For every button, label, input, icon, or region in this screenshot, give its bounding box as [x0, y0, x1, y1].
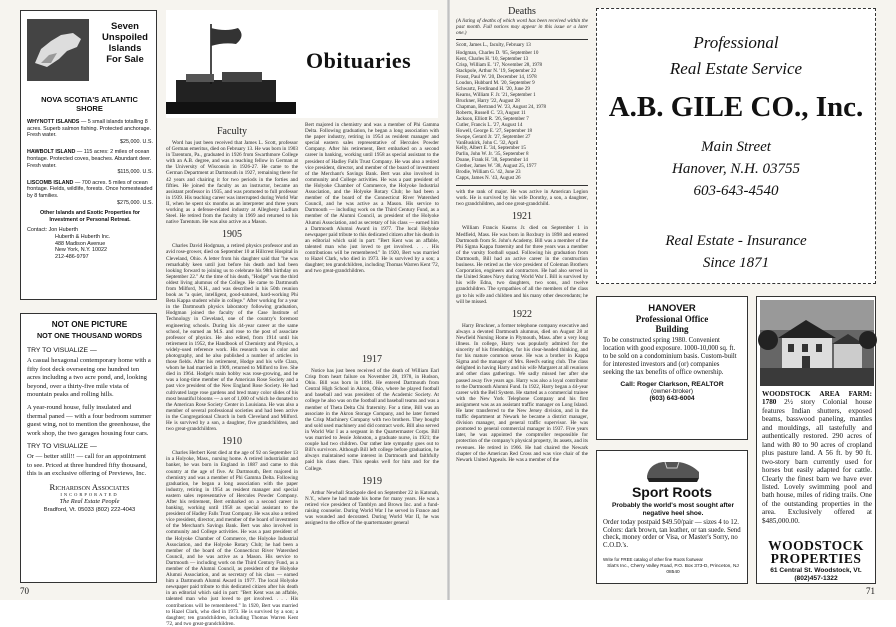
obit-text-1917: Notice has just been received of the death of William Earl Crisp from heart failure on November 28, 1978, in Hudson, Ohio. Bill was born in 1894. He entered Dartmouth from Central High School in Akron, Ohio, where he played football and baseball and was president of the Academic Society. At college he also was on the football and baseball teams and was a member of Theta Delta Chi fraternity. For a time, Bill was an associate in the Akron Storage Company, and he later formed the Crisp Machinery Company with two brothers. They bought and sold used machinery and did contract work. Bill also served in World War I as a sergeant in the Quartermaster Corps. Bill was married to Jessie Johnston, a graduate nurse, in 1921; the couple had two children. Our rather late sympathy goes out to Bill's survivors. Although Bill left college before graduation, he always maintained some interest in Dartmouth and faithfully paid his class dues. This speaks well for him and for the College.	[305, 368, 439, 472]
listing-name: WHYNOTT ISLANDS	[27, 119, 80, 125]
islands-subhead: NOVA SCOTIA'S ATLANTIC SHORE	[41, 95, 138, 113]
gile-line-1: Professional	[693, 33, 779, 52]
sportroots-catalog: Write for FREE catalog of other fine Roots footwear	[603, 557, 703, 562]
list-item: Doane, Frank H. '38, September 14	[456, 157, 528, 164]
obit-text-1922: Harry Bruckner, a former telephone company executive and always a devoted Dartmouth alumnus, died on August 28 at Newfield Nursing Home in Plymouth, Mass. after a very long illness. In college, Harry was popularly admired for the sincerity of his friendships, for his clear-headed thinking, and for his mature common sense. He was a brother in Kappa Sigma and the manager of Mrs. Reed's eating club. The class delighted in having Harry and his wife Margaret at all reunions and other class gatherings. We sadly missed her after she passed away five years ago. Harry was also a loyal contributor to the Dartmouth Alumni Fund. In 1922, Harry began a 44-year career with the Bell System. He started as a commercial trainee with the New York Telephone Company and his first assignment was as an assistant traffic manager on Long Island. He later transferred to the New Jersey division, and in the traffic department at Newark he became a district manager, division manager, and general traffic supervisor. He was promoted to general commercial manager in 1937. Five years later, he was appointed the comptroller responsible for protection of the company's physical property, its assets, and its revenues. He retired in 1966. He had chaired the Newark chapter of the American Red Cross and was vice chair of the Newark United Appeals. He was a member of the	[456, 322, 588, 463]
listing-name: HAWBOLT ISLAND	[27, 149, 76, 156]
previews-sub: The Real Estate People	[59, 498, 120, 506]
woodstock-phone: (802)457-1322	[794, 575, 838, 582]
hanover-text: To be constructed spring 1980. Convenient location with good exposure. 1000-10,000 sq. ft. to be sold on a condominium basis. Custom-built for interested investors and (or) companies seeking the tax benefits of office ownership.	[603, 337, 737, 376]
islands-headline-2: Unspoiled	[102, 32, 148, 43]
farmhouse-photo	[760, 300, 874, 386]
gile-street: Main Street	[701, 139, 771, 155]
sportroots-address: Slat's Inc., Cherry Valley Road, P.O. Box 373-D, Princeton, NJ 08540	[607, 564, 739, 575]
list-item: Scott, James L., faculty, February 13	[456, 42, 531, 49]
previews-company: Richardson Associates	[49, 481, 130, 492]
list-item: Stackpole, Arthur N. '19, September 22	[456, 68, 537, 75]
year-heading-1905: 1905	[222, 229, 242, 241]
deaths-column	[456, 6, 588, 582]
hanover-title: HANOVER	[648, 303, 696, 314]
obit-text-1919: Arthur Newhall Stackpole died on September 22 in Katonah, N.Y., where he had made his home for many years. He was a retired vice president of Tamblyn and Brown Inc. and a fund-raising counselor. During World War I he served in France and was wounded and decorated. During World War II, he was assigned to the office of the quartermaster general	[305, 489, 439, 527]
year-heading-1919: 1919	[362, 475, 382, 487]
islands-listing: WHYNOTT ISLANDS — 5 small islands totalling 8 acres. Superb salmon fishing. Protected anchorage. Fresh water. $25,000. U.S.	[27, 119, 153, 145]
sportroots-title: Sport Roots	[631, 484, 713, 500]
list-item: Crisp, William E. '17, November 28, 1978	[456, 62, 543, 69]
deaths-divider	[456, 39, 588, 40]
list-item: Capps, James N. '43, August 26	[456, 175, 521, 182]
previews-para-1: A casual hexagonal contemporary home with a fifty foot deck overseeing one hundred ten acres including a two acre pond, and, looking beyond, over a thirty-five mile vista of mountain peaks and rolling hills.	[27, 357, 151, 399]
list-item: Frosst, Paul W. '20, December 14, 1978	[456, 74, 537, 81]
gile-line-2: Real Estate Service	[669, 59, 803, 78]
sportroots-ad	[596, 450, 748, 584]
gile-since: Since 1871	[702, 255, 770, 271]
islands-headline-3: Islands	[108, 43, 142, 54]
list-item: Jackson, Elliott R. '26, September 7	[456, 115, 529, 122]
woodstock-ad	[756, 296, 876, 584]
deaths-note: (A listing of deaths of which word has been received within the past month. Full notices may appear in this issue or a later one.)	[456, 18, 588, 37]
hanover-owner: (owner-broker)	[651, 388, 693, 395]
previews-headline-1: NOT ONE PICTURE	[51, 320, 128, 329]
island-map-image	[27, 19, 89, 81]
shoe-image	[643, 454, 703, 484]
obit-text-1910: Charles Herbert Kent died at the age of 92 on September 13 in a Holyoke, Mass., nursing home. A retired industrialist and banker, he was born in England in 1887 and came to this country at the age of five. At Dartmouth, Bert majored in chemistry and was a member of Phi Gamma Delta. Following graduation, he began a long association with the paper industry, retiring in 1954 as resident manager and special eastern sales representative of Hercules Powder Company. After his retirement, Bert embarked on a second career in banking, working until 1958 as special assistant to the president of Hadley Falls Trust Company. He was also a retired vice president, director, and member of the board of investment of the Merchant's Savings Bank. Bert was also involved in community and College activities. He was a past president of the Holyoke Chamber of Commerce, the Holyoke Industrial Association, and the Holyoke Rotary Club; he had been a member of the board of the Connecticut River Watershed Council, and he was active as a Mason. His service to Dartmouth — including work on the Third Century Fund, as a member of the Alumni Council, as president of the Holyoke Alumni Association, and as secretary of his class — earned him a Dartmouth Alumni Award in 1977. The local Holyoke newspaper paid tribute to this dedicated citizen after his death in an editorial which said in part: "Bert Kent was an affable, talented man who just loved to get involved. . . . His contributions will be remembered." In 1920, Bert was married to Hazel Clark, who died in 1973. He is survived by a son; a daughter; ten grandchildren, including Thomas Warren Kent '72, and two great-grandchildren.	[166, 450, 298, 627]
previews-try: TRY TO VISUALIZE —	[27, 347, 97, 354]
obituaries-header	[166, 10, 438, 118]
previews-para-2: A year-round house, fully insulated and thermal paned — with a four bedroom summer guest wing, not to mention the greenhouse, the work shop, the two garages housing four cars.	[27, 404, 152, 437]
gile-phone: 603-643-4540	[693, 183, 779, 199]
listing-price: $25,000. U.S.	[120, 138, 153, 145]
previews-try-2: TRY TO VISUALIZE —	[27, 443, 97, 451]
obituaries-column-2	[305, 122, 439, 582]
list-item: Kent, Charles H. '10, September 13	[456, 56, 529, 63]
hanover-call: Call: Roger Clarkson, REALTOR	[620, 381, 724, 388]
list-item: VanBuskirk, John C. '32, April	[456, 139, 519, 146]
previews-incorporated: INCORPORATED	[60, 492, 119, 498]
woodstock-logo-2: PROPERTIES	[770, 551, 862, 566]
woodstock-headline: WOODSTOCK AREA FARM: 1780	[762, 390, 872, 407]
woodstock-text: 2½ story Colonial house features Indian shutters, exposed beams, basswood paneling, mantles and mouldings, all tastefully and authentically restored. 290 acres of land with 80 to 90 acres of cropland plus pasture land. A 56 ft. by 90 ft. two-story barn currently used for horses but easily adapted for cattle. Clearly the finest barn we have ever listed. Lovely swimming pool and bath house, miles of riding trails. One of the outstanding properties in the area. Exclusively offered at $485,000.00.	[762, 398, 872, 525]
deaths-divider-2	[456, 185, 588, 186]
previews-ad	[20, 313, 157, 583]
sportroots-tag: Probably the world's most sought after negative heel shoe.	[611, 502, 735, 517]
obit-text-1919-cont: with the rank of major. He was active in American Legion work. He is survived by his wife Dorothy, a son, a daughter, two grandchildren, and one great-grandchild.	[456, 189, 588, 208]
listing-price: $115,000. U.S.	[117, 169, 153, 176]
islands-other: Other Islands and Exotic Properties for Investment or Personal Retreat.	[39, 210, 141, 223]
page-number-left: 70	[20, 586, 29, 596]
year-heading-1922: 1922	[512, 308, 532, 320]
list-item: Grether, James W. '38, August 25, 1977	[456, 163, 537, 170]
hanover-subtitle-2: Building	[655, 324, 689, 334]
deaths-list	[456, 43, 588, 182]
obit-text-1921: William Francis Kearns Jr. died on September 1 in Medfield, Mass. He was born in Roxbury in 1898 and entered Dartmouth from St. John's Academy. Bill was a member of the Phi Sigma Kappa fraternity and for three years was a member of the varsity football squad. Following his graduation from Dartmouth, Bill had an active career in the construction business. He retired as the vice president of Coleman Brothers Corporation, engineers and contractors. He had also served in the United States Navy during World War I. Bill is survived by his wife Edna, two daughters, two sons, and twelve grandchildren. The sympathies of all the members of the class go to his wife and children and his many other descendants; he will be missed.	[456, 225, 588, 305]
faculty-text: Word has just been received that James L. Scott, professor of German emeritus, died on February 13. He was born in 1903 in Tarentum, Pa., graduated in 1926 from Swarthmore College with an A.B. degree, and was a teaching fellow in German at the University of Wisconsin in 1926-27. He came to the German Department at Dartmouth in 1927, remaining there for 42 years and chairing it for two periods in the forties and fifties. He joined the faculty as an instructor, became an assistant professor in 1935, and was promoted to full professor in 1939. His teaching career was interrupted during World War II, when he spent six months as an interpreter and three years working as a defense-related industry at Allegheny Ludlum Steel. He retired from the faculty in 1969 and returned to his native Tarentum. He was also active as a Mason.	[166, 140, 298, 226]
list-item: Howell, George E. '27, September 18	[456, 127, 533, 134]
list-item: Schwartz, Ferdinand H. '20, June 29	[456, 85, 530, 92]
previews-para-3: Or — better still!! — call for an appointment to see. Priced at three hundred fifty thousand, this is an exclusive offering of Previews, Inc.	[27, 453, 147, 478]
list-item: Swope, Gerard Jr. '27, September 27	[456, 133, 531, 140]
deaths-title: Deaths	[508, 6, 536, 17]
year-heading-1917: 1917	[362, 354, 382, 365]
hanover-subtitle-1: Professional Office	[635, 314, 709, 324]
page-number-right: 71	[866, 586, 875, 596]
list-item: Loudon, Hubbard M. '20, September 9	[456, 80, 535, 86]
list-item: Brodie, William G. '42, June 23	[456, 169, 521, 176]
listing-price: $275,000. U.S.	[117, 199, 153, 206]
obit-text-1905: Charles David Hodgman, a retired physics professor and an avid rose-grower, died on September 10 at Hillcrest Hospital in Cleveland, Ohio. A letter from his daughter said that "he was remarkably keen until just before his death and had been looking forward to joining us to celebrate his 98th birthday on September 22." At the time of his death, "Hodge" was the third oldest living alumnus of the College. He came to Dartmouth from Milford, N.H., and was described in his 50th reunion book as "a quiet, intelligent, good-natured, hard-working Phi Beta Kappa student while in college." After working for a year in the Dartmouth physics laboratory following graduation, Hodgman joined the faculty of the Case Institute of Technology in Cleveland, one of the country's foremost engineering schools. During his 44-year career at the same school, he earned an M.S. and rose to the post of associate professor of physics. He also edited, from 1914 until his retirement in 1952, the Handbook of Chemistry and Physics, a widely-used reference work. His research was in color and photography, and he also published a number of articles in those fields. After his retirement, Hodge and his wife Clara, whom he had married in 1909, returned to Milford to live. She died in 1964. Hodge's main hobby was rose-growing, and he was a long-time member of the American Rose Society and a past vice president of the New England Rose Society. He had cultivated large rose gardens and bred many color slides of his most beautiful blooms — a set of 1,000 of which he donated to the American Rose Society Center in Louisiana. He was also a member of several professional societies and had been active in the Congregational Church in both Cleveland and Milford. He is survived by a son, a daughter, five grandchildren, and two great-grandchildren.	[166, 243, 298, 433]
list-item: Roberts, Russell C. '23, August 11	[456, 109, 526, 116]
gile-company: A.B. GILE CO., Inc.	[608, 91, 864, 123]
islands-ad	[20, 10, 157, 300]
islands-contact: Contact: Jon Huberth Huberth & Huberth Inc. 488 Madison Avenue New York, N.Y. 10022 212-486-9797	[27, 227, 111, 260]
previews-address: Bradford, Vt. 05033 (802) 222-4043	[43, 507, 136, 514]
islands-listing: LISCOMB ISLAND — 700 acres. 5 miles of ocean frontage. Fields, wildlife, forests. Once homesteaded by 8 families. $275,000. U.S.	[27, 179, 153, 206]
list-item: Parlin, John W. Jr. '35, September 8	[456, 151, 529, 158]
woodstock-address: 61 Central St. Woodstock, Vt.	[770, 567, 862, 574]
list-item: Chapman, Bertrand W. '23, August 24, 1978	[456, 103, 547, 110]
hanover-phone: (603) 643-6004	[649, 395, 695, 402]
gile-ad	[596, 8, 876, 284]
listing-name: LISCOMB ISLAND	[27, 179, 74, 186]
list-item: Kelly, Albert E. '34, September 15	[456, 145, 526, 152]
list-item: Kearns, William F. Jr. '21, September 1	[456, 91, 536, 98]
islands-listing: HAWBOLT ISLAND — 115 acres: 2 miles of ocean frontage. Protected coves, beaches. Abundant deer. Fresh water. $115,000. U.S.	[27, 149, 153, 176]
year-heading-1921: 1921	[512, 211, 532, 223]
page-gutter	[447, 0, 450, 600]
flag-on-building-image	[166, 14, 296, 114]
woodstock-logo-1: WOODSTOCK	[768, 538, 864, 553]
list-item: Cutler, Francis L. '27, August 14	[456, 121, 523, 128]
islands-headline-1: Seven	[111, 21, 139, 32]
faculty-heading: Faculty	[217, 126, 247, 137]
islands-headline-4: For Sale	[106, 54, 144, 65]
hanover-ad	[596, 296, 748, 440]
obituaries-column-1	[166, 122, 298, 627]
list-item: Hodgman, Charles D. '05, September 10	[456, 50, 539, 57]
obit-text-1910-cont: Bert majored in chemistry and was a member of Phi Gamma Delta. Following graduation, he began a long association with the paper industry, retiring in 1954 as resident manager and special eastern sales representative of Hercules Powder Company. After his retirement, Bert embarked on a second career in banking, working until 1958 as special assistant to the president of Hadley Falls Trust Company. He was also a retired vice president, director, and member of the board of investment of the Merchant's Savings Bank. Bert was also involved in community and College activities. He was a past president of the Holyoke Chamber of Commerce, the Holyoke Industrial Association, and the Holyoke Rotary Club; he had been a member of the board of the Connecticut River Watershed Council, and he was active as a Mason. His service to Dartmouth — including work on the Third Century Fund, as a member of the Alumni Council, as president of the Holyoke Alumni Association, and as secretary of his class — earned him a Dartmouth Alumni Award in 1977. The local Holyoke newspaper paid tribute to this dedicated citizen after his death in an editorial which said in part: "Bert Kent was an affable, talented man who just loved to get involved. . . . His contributions will be remembered." In 1920, Bert was married to Hazel Clark, who died in 1973. He is survived by a son; a daughter; ten grandchildren, including Thomas Warren Kent '72, and two great-grandchildren.	[305, 122, 439, 275]
previews-headline-2: NOT ONE THOUSAND WORDS	[36, 331, 142, 340]
list-item: Bruckner, Harry '22, August 28	[456, 97, 520, 104]
year-heading-1910: 1910	[222, 436, 242, 448]
gile-city: Hanover, N.H. 03755	[672, 161, 800, 177]
sportroots-text: Order today postpaid $49.50/pair — sizes 4 to 12. Colors: dark brown, tan leather, or tan suede. Send check, money order or Visa, or Master's Sorry, no C.O.D.'s.	[603, 519, 741, 549]
gile-services: Real Estate - Insurance	[665, 233, 807, 249]
obituaries-title: Obituaries	[306, 48, 412, 73]
